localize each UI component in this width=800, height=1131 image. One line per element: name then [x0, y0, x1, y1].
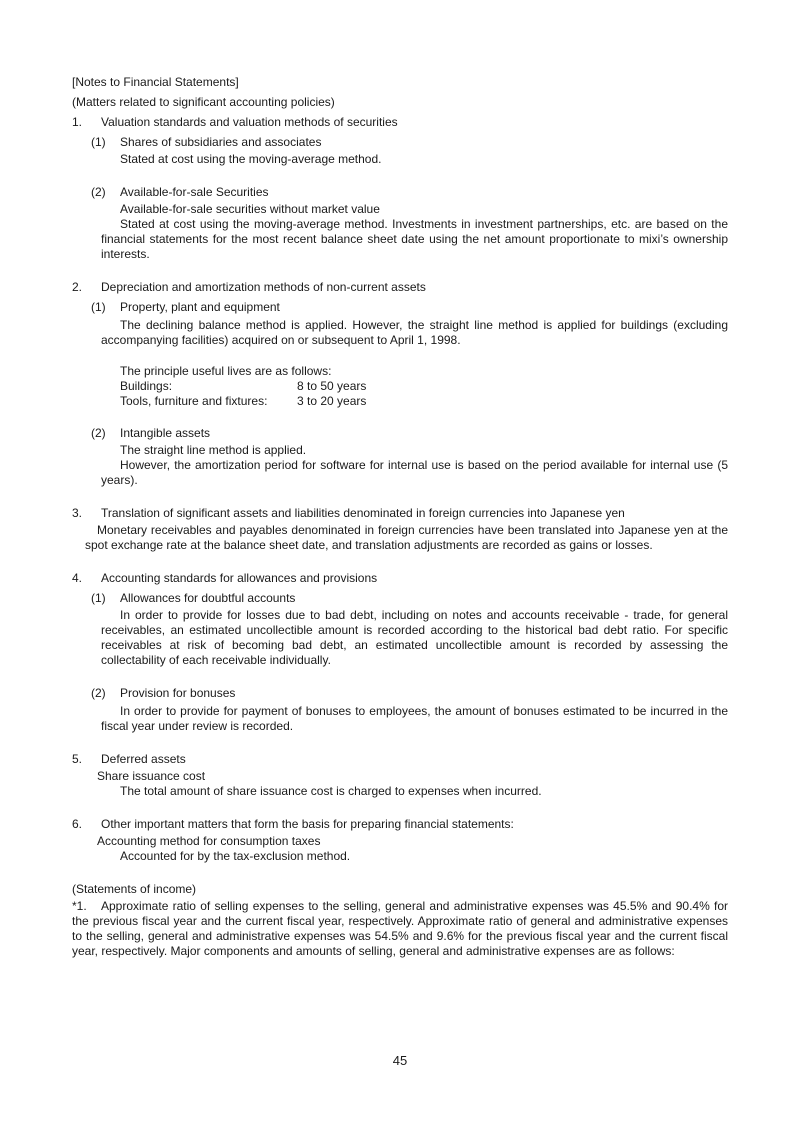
- section-6-title: Other important matters that form the basis for preparing financial statements:: [101, 817, 514, 831]
- section-4-number: 4.: [72, 571, 83, 585]
- section-2-number: 2.: [72, 280, 83, 294]
- section-1-1-number: (1): [91, 135, 106, 149]
- section-1-number: 1.: [72, 115, 83, 129]
- section-1-2-subtitle: Available-for-sale securities without market value: [120, 202, 380, 216]
- section-1-1-title: Shares of subsidiaries and associates: [120, 135, 322, 149]
- section-6-subtitle: Accounting method for consumption taxes: [97, 834, 321, 848]
- notes-title: [Notes to Financial Statements]: [72, 75, 239, 89]
- section-4-1-para-line-4: collectability of each receivable individually.: [101, 653, 331, 667]
- income-para-line-2: the previous fiscal year and the current fiscal year, respectively. Approximate ratio of general and administrative expenses: [72, 914, 728, 928]
- section-4-2-para-line-2: fiscal year under review is recorded.: [101, 719, 294, 733]
- section-1-2-title: Available-for-sale Securities: [120, 185, 269, 199]
- section-2-2-number: (2): [91, 426, 106, 440]
- income-para-line-1: Approximate ratio of selling expenses to the selling, general and administrative expenses was 45.5% and 90.4% for: [101, 899, 728, 913]
- income-note-mark: *1.: [72, 899, 87, 913]
- section-4-1-para-line-3: receivables at risk of becoming bad debt, an estimated uncollectible amount is recorded by assessing the: [101, 638, 728, 652]
- section-4-1-para-line-1: In order to provide for losses due to bad debt, including on notes and accounts receivable - trade, for general: [120, 608, 728, 622]
- section-3-number: 3.: [72, 506, 83, 520]
- section-3-title: Translation of significant assets and liabilities denominated in foreign currencies into Japanese yen: [101, 506, 625, 520]
- section-2-1-title: Property, plant and equipment: [120, 300, 280, 314]
- useful-life-label: Tools, furniture and fixtures:: [120, 394, 268, 408]
- section-6-text: Accounted for by the tax-exclusion method.: [120, 849, 351, 863]
- section-6-number: 6.: [72, 817, 83, 831]
- section-2-2-para-line-2: years).: [101, 473, 138, 487]
- section-2-1-para-line-1: The declining balance method is applied. However, the straight line method is applied for buildings (excluding: [120, 318, 728, 332]
- page-number: 45: [392, 1053, 408, 1068]
- section-2-2-para-line-1: However, the amortization period for software for internal use is based on the period available for internal use (5: [120, 458, 728, 472]
- section-4-2-number: (2): [91, 686, 106, 700]
- section-4-1-title: Allowances for doubtful accounts: [120, 591, 296, 605]
- section-2-1-para-line-2: accompanying facilities) acquired on or subsequent to April 1, 1998.: [101, 333, 461, 347]
- section-4-title: Accounting standards for allowances and provisions: [101, 571, 378, 585]
- section-2-2-text: The straight line method is applied.: [120, 443, 307, 457]
- section-3-para-line-1: Monetary receivables and payables denominated in foreign currencies have been translated into Japanese yen at the: [97, 523, 728, 537]
- income-para-line-3: to the selling, general and administrative expenses was 54.5% and 9.6% for the previous fiscal year and the current fiscal: [72, 929, 728, 943]
- section-4-2-para-line-1: In order to provide for payment of bonuses to employees, the amount of bonuses estimated to be incurred in the: [120, 704, 728, 718]
- useful-life-value: 3 to 20 years: [297, 394, 367, 408]
- section-2-1-number: (1): [91, 300, 106, 314]
- useful-lives-intro: The principle useful lives are as follows:: [120, 364, 332, 378]
- section-1-2-para-line-3: interests.: [101, 247, 150, 261]
- section-4-2-title: Provision for bonuses: [120, 686, 236, 700]
- section-1-2-number: (2): [91, 185, 106, 199]
- section-3-para-line-2: spot exchange rate at the balance sheet date, and translation adjustments are recorded as gains or losses.: [85, 538, 653, 552]
- section-1-title: Valuation standards and valuation methods of securities: [101, 115, 398, 129]
- section-1-1-text: Stated at cost using the moving-average method.: [120, 152, 382, 166]
- section-2-2-title: Intangible assets: [120, 426, 211, 440]
- section-5-text: The total amount of share issuance cost is charged to expenses when incurred.: [120, 784, 542, 798]
- section-5-number: 5.: [72, 752, 83, 766]
- section-4-1-number: (1): [91, 591, 106, 605]
- useful-life-label: Buildings:: [120, 379, 173, 393]
- policies-title: (Matters related to significant accounting policies): [72, 95, 335, 109]
- section-4-1-para-line-2: receivables, an estimated uncollectible amount is recorded according to the historical bad debt ratio. For specific: [101, 623, 728, 637]
- section-5-subtitle: Share issuance cost: [97, 769, 206, 783]
- income-para-line-4: year, respectively. Major components and amounts of selling, general and administrative expenses are as follows:: [72, 944, 675, 958]
- section-1-2-para-line-2: financial statements for the most recent balance sheet date using the net amount proportionate to mixi’s ownership: [101, 232, 728, 246]
- section-5-title: Deferred assets: [101, 752, 186, 766]
- section-1-2-para-line-1: Stated at cost using the moving-average method. Investments in investment partnerships, etc. are based on the: [120, 217, 728, 231]
- income-title: (Statements of income): [72, 882, 197, 896]
- useful-life-value: 8 to 50 years: [297, 379, 367, 393]
- section-2-title: Depreciation and amortization methods of non-current assets: [101, 280, 426, 294]
